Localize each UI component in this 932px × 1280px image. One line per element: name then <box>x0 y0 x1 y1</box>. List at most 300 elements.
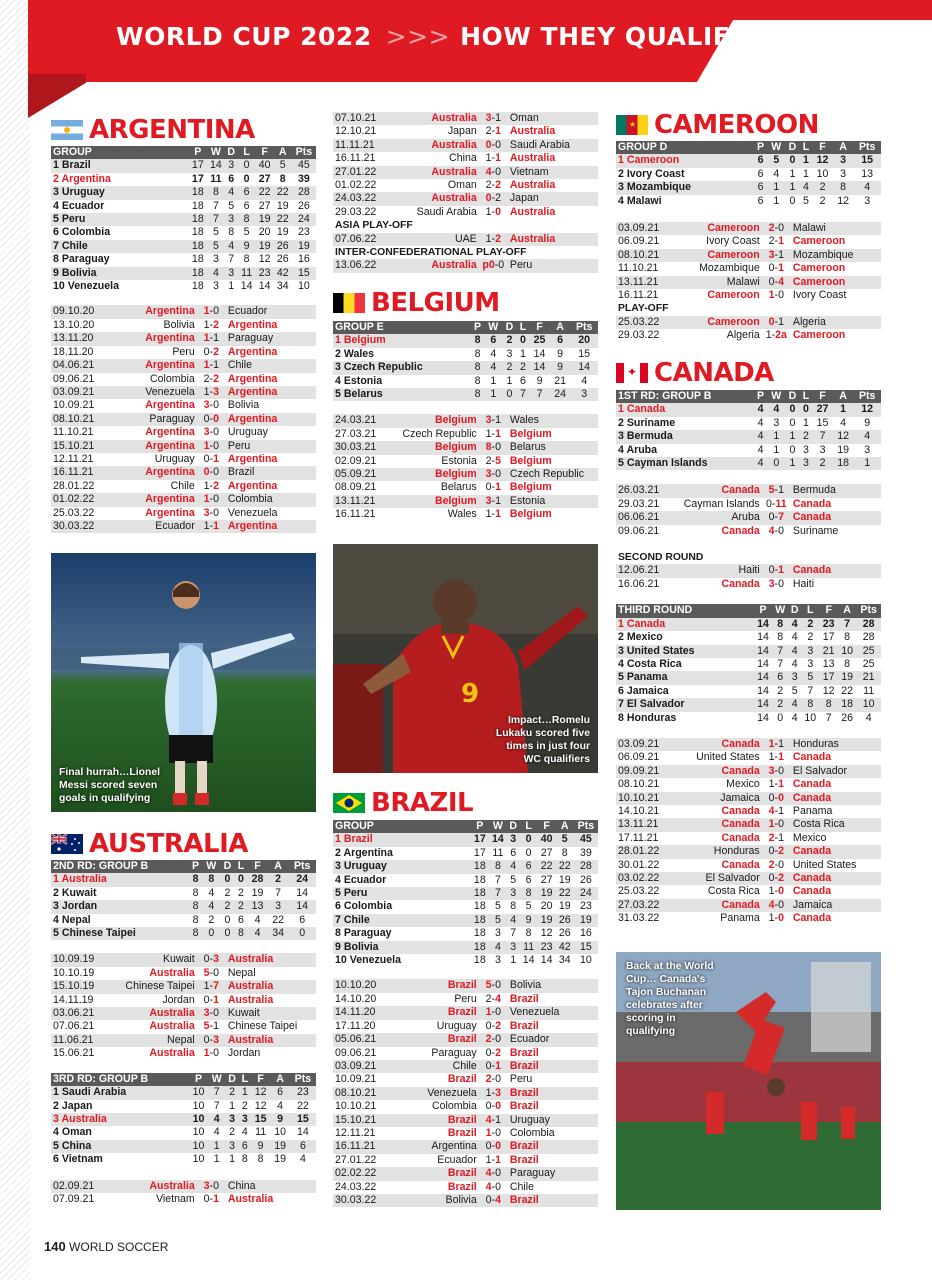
stat-cell: 5 <box>525 900 532 913</box>
col-header: F <box>529 321 550 334</box>
fixture-score <box>762 885 791 898</box>
fixture-row <box>616 235 881 248</box>
fixture-score <box>479 139 508 152</box>
away-team: Oman <box>509 112 539 124</box>
stat-cell: 8 <box>561 846 568 859</box>
stat-cell: 14 <box>757 711 769 724</box>
fixture-score <box>197 1180 226 1193</box>
team-cell: 4 Oman <box>53 1126 92 1139</box>
fixture-score <box>479 455 508 468</box>
away-team: Nepal <box>227 966 256 979</box>
home-score: 1 <box>485 1006 492 1019</box>
away-team: Brazil <box>509 1086 539 1099</box>
australia-continued <box>333 112 598 273</box>
section-belgium <box>333 288 598 522</box>
stat-cell: 2 <box>208 913 215 926</box>
stat-cell: 18 <box>473 913 486 926</box>
table-row <box>616 444 881 457</box>
fixture-row <box>616 912 881 925</box>
score-dash: - <box>209 519 214 532</box>
away-team: Canada <box>792 872 832 884</box>
home-team: Argentina <box>145 399 195 412</box>
fixture-row <box>333 1060 598 1073</box>
fixture-row <box>51 520 316 533</box>
away-team: Mozambique <box>792 248 854 261</box>
column-right <box>616 0 881 1280</box>
home-score: 1 <box>485 152 492 165</box>
team-cell: 6 Colombia <box>335 900 393 913</box>
home-team: El Salvador <box>705 872 760 884</box>
stat-cell: 11 <box>210 172 222 185</box>
canada-flag-icon: ✦ <box>616 363 648 383</box>
home-team: Brazil <box>447 1073 477 1086</box>
home-score: 2 <box>768 222 775 235</box>
home-team: Canada <box>721 818 760 831</box>
stat-cell: 7 <box>519 388 526 401</box>
stat-cell: 2 <box>506 361 513 374</box>
table-row <box>333 847 598 860</box>
home-team: Argentina <box>145 439 195 452</box>
fixture-date: 10.09.21 <box>53 399 95 412</box>
stat-cell: 2 <box>819 181 826 194</box>
stat-cell: 18 <box>841 698 853 711</box>
stat-cell: 10 <box>841 644 853 657</box>
fixture-score <box>762 525 791 538</box>
fixture-score <box>197 980 226 993</box>
stat-cell: 0 <box>789 416 796 429</box>
section-brazil <box>333 788 598 1207</box>
home-team: Colombia <box>149 372 195 385</box>
stat-cell: 21 <box>862 671 875 684</box>
away-score: 2 <box>495 232 501 245</box>
fixture-score <box>479 1154 508 1167</box>
score-dash: - <box>491 1019 496 1032</box>
stat-cell: 14 <box>491 833 504 846</box>
stat-cell: 8 <box>474 388 481 401</box>
home-score: 1 <box>768 912 775 925</box>
stat-cell: 15 <box>297 266 310 279</box>
home-score: 2 <box>485 1073 492 1086</box>
stat-cell: 6 <box>519 374 526 387</box>
section-australia <box>51 829 316 1206</box>
table-row <box>51 173 316 186</box>
team-cell: 1 Brazil <box>53 159 91 172</box>
score-dash: - <box>774 484 779 497</box>
table-row <box>616 457 881 470</box>
score-dash: - <box>491 992 496 1005</box>
stat-cell: 14 <box>757 631 769 644</box>
stat-cell: 23 <box>579 900 592 913</box>
stat-cell: 12 <box>540 927 553 940</box>
table-row <box>51 159 316 172</box>
fixture-row <box>616 859 881 872</box>
fixture-score <box>479 993 508 1006</box>
stat-cell: 18 <box>191 266 204 279</box>
stat-cell: 12 <box>258 253 271 266</box>
stat-cell: 8 <box>777 631 784 644</box>
away-score: 0 <box>495 468 501 481</box>
stat-cell: 0 <box>506 388 513 401</box>
away-score: 0 <box>495 1006 501 1019</box>
away-team: Peru <box>509 259 533 272</box>
score-dash: - <box>209 399 214 412</box>
away-team: Canada <box>792 791 832 804</box>
home-team: Cameroon <box>707 315 760 328</box>
score-dash: - <box>491 1059 496 1072</box>
score-dash: - <box>774 564 779 577</box>
stat-cell: 22 <box>272 913 284 926</box>
home-score: 0 <box>485 1019 492 1032</box>
argentina-flag-icon <box>51 120 83 140</box>
stat-cell: 12 <box>816 154 829 167</box>
table-row <box>51 927 316 940</box>
fixture-date: 15.10.19 <box>53 980 95 993</box>
home-score: 1 <box>768 737 775 750</box>
table-row <box>333 900 598 913</box>
stat-cell: 3 <box>802 457 809 470</box>
fixture-date: 10.10.21 <box>618 791 660 804</box>
col-header: W <box>489 820 507 833</box>
fixtures-table <box>51 953 316 1060</box>
team-cell: 6 Jamaica <box>618 684 669 697</box>
away-team: Cameroon <box>792 329 846 342</box>
score-dash: - <box>209 345 214 358</box>
stat-cell: 5 <box>510 873 517 886</box>
lukaku-photo <box>333 544 598 773</box>
stat-cell: 11 <box>241 266 253 279</box>
stat-cell: 4 <box>277 1099 284 1112</box>
stat-cell: 19 <box>540 913 553 926</box>
home-score: 5 <box>485 979 492 992</box>
stat-cell: 17 <box>822 671 835 684</box>
fixture-date: 31.03.22 <box>618 912 660 925</box>
stat-cell: 1 <box>789 167 796 180</box>
home-team: Paraguay <box>149 412 195 425</box>
group-title: 1ST RD: GROUP B <box>616 390 754 403</box>
stat-cell: 0 <box>224 927 231 940</box>
away-score: 3 <box>213 953 219 966</box>
stat-cell: 22 <box>558 860 571 873</box>
away-team: Brazil <box>509 1046 539 1059</box>
col-header: L <box>800 141 813 154</box>
away-score: 2a <box>775 329 787 342</box>
fixture-row <box>333 1033 598 1046</box>
stat-cell: 28 <box>251 873 264 886</box>
away-score: 1 <box>778 564 784 577</box>
fixture-date: 24.03.22 <box>335 192 377 205</box>
away-score: 1 <box>495 1153 501 1166</box>
fixture-score <box>762 778 791 791</box>
away-team: Wales <box>509 414 539 427</box>
away-score: 0 <box>213 966 219 979</box>
score-dash: - <box>491 1086 496 1099</box>
away-team: Brazil <box>509 1193 539 1206</box>
stat-cell: 3 <box>510 887 517 900</box>
column-left <box>51 0 316 1280</box>
stat-cell: 19 <box>579 913 592 926</box>
away-score: 0 <box>495 1167 501 1180</box>
away-score: 1 <box>778 315 784 328</box>
stat-cell: 17 <box>191 172 204 185</box>
stat-cell: 22 <box>276 186 289 199</box>
stat-cell: 14 <box>757 671 769 684</box>
score-dash: - <box>774 845 779 858</box>
away-team: Cameroon <box>792 235 846 248</box>
table-row <box>616 671 881 684</box>
table-row <box>616 698 881 711</box>
australia-flag-icon <box>51 834 83 854</box>
fixture-date: 27.01.22 <box>335 1153 377 1166</box>
away-team: Australia <box>227 993 274 1006</box>
fixture-score <box>762 222 791 235</box>
stat-cell: 8 <box>525 887 532 900</box>
stat-cell: 4 <box>490 347 497 360</box>
home-score: 3 <box>203 1179 210 1192</box>
stat-cell: 3 <box>506 347 513 360</box>
home-team: Haiti <box>738 564 760 577</box>
home-score: 0 <box>203 993 210 1006</box>
home-score: 1 <box>485 427 492 440</box>
fixture-score <box>197 413 226 426</box>
stat-cell: 19 <box>558 873 571 886</box>
col-header: A <box>550 321 571 334</box>
table-row <box>51 1140 316 1153</box>
stat-cell: 19 <box>558 900 571 913</box>
stat-cell: 8 <box>825 698 832 711</box>
stat-cell: 3 <box>228 159 235 172</box>
team-cell: 2 Mexico <box>618 631 663 644</box>
away-score: 1 <box>495 414 501 427</box>
stat-cell: 22 <box>258 186 271 199</box>
stat-cell: 4 <box>510 913 517 926</box>
fixture-date: 29.03.21 <box>618 497 660 510</box>
belgium-flag-icon <box>333 293 365 313</box>
team-cell: 2 Japan <box>53 1099 93 1112</box>
away-team: El Salvador <box>792 764 848 777</box>
stat-cell: 1 <box>773 181 780 194</box>
home-score: 1 <box>485 508 492 521</box>
score-dash: - <box>491 1126 496 1139</box>
stat-cell: 11 <box>255 1126 267 1139</box>
table-row <box>616 645 881 658</box>
away-team: Australia <box>509 232 556 245</box>
stat-cell: 14 <box>540 954 553 967</box>
away-score: 0 <box>495 205 501 218</box>
home-team: Australia <box>149 1047 195 1060</box>
stat-cell: 17 <box>473 833 486 846</box>
stat-cell: 10 <box>804 711 817 724</box>
away-team: Venezuela <box>227 506 278 519</box>
away-score: 0 <box>778 289 784 302</box>
stat-cell: 0 <box>789 154 796 167</box>
stat-cell: 6 <box>757 194 764 207</box>
fixture-row <box>51 1180 316 1193</box>
fixture-score <box>479 112 508 125</box>
stat-cell: 8 <box>840 181 847 194</box>
table-row <box>616 631 881 644</box>
stat-cell: 34 <box>558 954 571 967</box>
score-dash: - <box>774 248 779 261</box>
away-team: Argentina <box>227 385 278 398</box>
fixture-score <box>762 484 791 497</box>
table-row <box>333 941 598 954</box>
home-score: 0 <box>765 497 772 510</box>
away-score: 7 <box>213 980 219 993</box>
stat-cell: 4 <box>212 266 219 279</box>
stat-cell: 6 <box>525 860 532 873</box>
stat-cell: 22 <box>841 684 853 697</box>
away-score: 1 <box>778 484 784 497</box>
home-team: Australia <box>431 138 477 151</box>
away-team: Peru <box>509 1073 533 1086</box>
away-team: China <box>227 1179 256 1192</box>
fixture-date: 25.03.22 <box>53 506 95 519</box>
stat-cell: 4 <box>840 416 847 429</box>
score-dash: - <box>209 1179 214 1192</box>
stat-cell: 23 <box>297 1086 309 1099</box>
fixture-row <box>51 1034 316 1047</box>
fixture-row <box>616 738 881 751</box>
stat-cell: 4 <box>773 167 780 180</box>
score-dash: - <box>491 979 496 992</box>
stat-cell: 8 <box>243 213 250 226</box>
home-team: Estonia <box>441 454 477 467</box>
fixture-date: 28.01.22 <box>618 845 660 858</box>
score-dash: - <box>771 497 776 510</box>
fixture-score <box>479 428 508 441</box>
stat-cell: 5 <box>494 913 501 926</box>
fixture-score <box>197 1193 226 1206</box>
away-team: Australia <box>227 953 274 966</box>
stat-cell: 1 <box>802 167 809 180</box>
team-cell: 2 Ivory Coast <box>618 167 685 180</box>
fixture-date: 12.06.21 <box>618 564 660 577</box>
fixture-row <box>616 498 881 511</box>
inter-playoff <box>333 246 598 259</box>
stat-cell: 19 <box>297 239 310 252</box>
home-score: 3 <box>485 414 492 427</box>
table-row <box>51 873 316 886</box>
home-team: Cameroon <box>707 289 760 302</box>
stat-cell: 1 <box>228 280 235 293</box>
stat-cell: 1 <box>506 374 513 387</box>
fixture-row <box>51 1047 316 1060</box>
home-score: 0 <box>485 138 492 151</box>
stat-cell: 1 <box>773 430 780 443</box>
stat-cell: 18 <box>473 900 486 913</box>
away-team: Argentina <box>227 412 278 425</box>
standings-header-row <box>616 141 881 154</box>
fixture-score <box>479 1140 508 1153</box>
team-cell: 3 Australia <box>53 1112 107 1125</box>
home-team: Cayman Islands <box>683 497 760 510</box>
away-score: 1 <box>778 262 784 275</box>
fixture-row <box>616 818 881 831</box>
away-score: 1 <box>213 332 219 345</box>
fixture-row <box>51 305 316 318</box>
team-cell: 3 Uruguay <box>53 186 105 199</box>
home-score: 0 <box>768 872 775 884</box>
home-score: 3 <box>485 494 492 507</box>
hatched-margin <box>0 0 30 1280</box>
table-row <box>333 860 598 873</box>
stat-cell: 8 <box>237 927 244 940</box>
fixture-row <box>51 980 316 993</box>
stat-cell: 7 <box>275 886 282 899</box>
home-team: Brazil <box>447 1180 477 1193</box>
col-header: L <box>238 146 256 159</box>
away-score: 0 <box>495 1180 501 1193</box>
fixture-date: 03.06.21 <box>53 1007 95 1020</box>
fixture-score <box>762 845 791 858</box>
stat-cell: 14 <box>757 644 769 657</box>
stat-cell: 14 <box>757 617 769 630</box>
stat-cell: 13 <box>251 900 264 913</box>
team-cell: 5 Panama <box>618 671 668 684</box>
stat-cell: 28 <box>579 860 592 873</box>
fixture-score <box>762 578 791 591</box>
stat-cell: 45 <box>297 159 310 172</box>
col-header: L <box>239 1073 251 1086</box>
standings-header-row <box>51 1073 316 1086</box>
fixture-date: 30.03.21 <box>335 441 377 454</box>
away-score: 0 <box>213 412 219 425</box>
fixture-row <box>51 507 316 520</box>
stat-cell: 19 <box>276 226 289 239</box>
playoff <box>616 302 881 315</box>
fixture-row <box>333 508 598 521</box>
team-cell: 3 United States <box>618 644 695 657</box>
table-row <box>616 154 881 167</box>
stat-cell: 26 <box>276 253 289 266</box>
stat-cell: 24 <box>297 213 310 226</box>
brazil-flag-icon <box>333 793 365 813</box>
home-team: Jamaica <box>720 791 760 804</box>
fixture-date: 07.06.21 <box>53 1020 95 1033</box>
stat-cell: 4 <box>228 186 235 199</box>
fixtures-table <box>333 259 598 272</box>
fixture-date: 11.06.21 <box>53 1033 94 1046</box>
home-score: 3 <box>203 426 210 439</box>
stat-cell: 3 <box>864 194 871 207</box>
away-score: 0 <box>213 466 219 479</box>
fixture-date: 10.10.20 <box>335 979 377 992</box>
score-dash: - <box>491 112 496 124</box>
col-header: D <box>507 820 520 833</box>
stat-cell: 23 <box>822 617 835 630</box>
score-dash: - <box>209 318 214 331</box>
team-cell: 7 Chile <box>335 913 370 926</box>
home-score: 1 <box>768 818 775 831</box>
away-team: Jamaica <box>792 898 833 911</box>
standings-table <box>51 146 316 293</box>
stat-cell: 6 <box>277 1086 284 1099</box>
stat-cell: 4 <box>802 181 809 194</box>
away-team: Chile <box>227 359 253 372</box>
away-score: 1 <box>495 481 501 494</box>
stat-cell: 20 <box>578 334 591 347</box>
score-dash: - <box>491 508 496 521</box>
home-team: Australia <box>149 966 195 979</box>
away-score: 1 <box>495 152 501 165</box>
away-score: 0 <box>495 1100 501 1113</box>
fixture-date: 18.11.20 <box>53 345 94 358</box>
stat-cell: 3 <box>275 900 282 913</box>
stat-cell: 3 <box>494 954 501 967</box>
away-team: Argentina <box>227 479 278 492</box>
fixture-date: 02.09.21 <box>335 454 377 467</box>
group-title: 2ND RD: GROUP B <box>51 860 189 873</box>
